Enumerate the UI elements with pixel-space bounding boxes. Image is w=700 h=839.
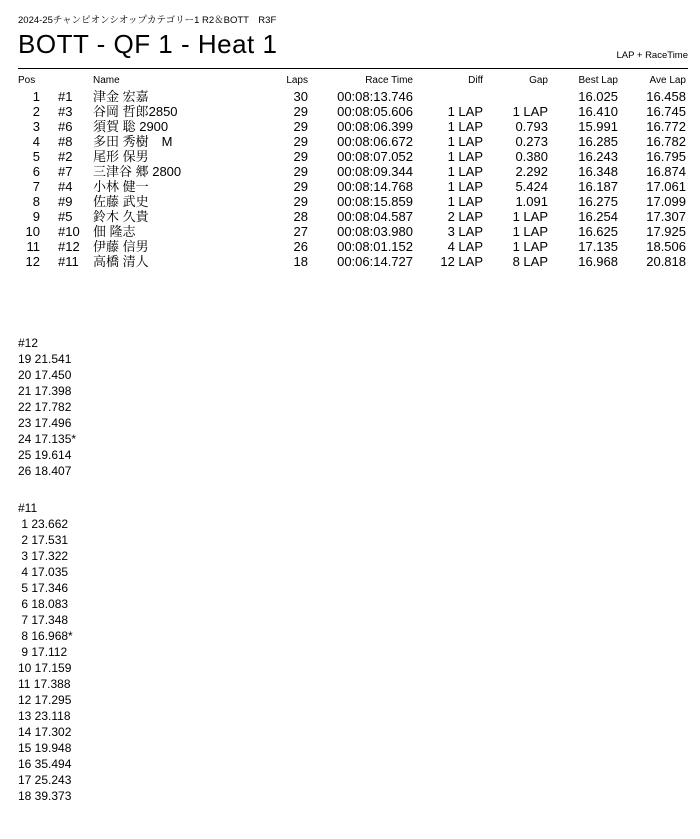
cell-name: 三津谷 郷 2800 xyxy=(93,164,182,179)
cell-laps: 27 xyxy=(293,224,308,239)
cell-diff: 1 LAP xyxy=(447,104,483,119)
cell-ave: 16.874 xyxy=(646,164,686,179)
cell-laps: 29 xyxy=(293,104,308,119)
cell-no: #10 xyxy=(58,224,80,239)
cell-best: 16.275 xyxy=(578,194,618,209)
cell-ave: 17.925 xyxy=(646,224,686,239)
cell-pos: 8 xyxy=(32,194,40,209)
cell-name: 鈴木 久貴 xyxy=(93,209,149,224)
cell-ave: 16.772 xyxy=(646,119,686,134)
cell-gap: 5.424 xyxy=(515,179,548,194)
col-laps-header: Laps xyxy=(286,75,308,86)
cell-name: 多田 秀樹 M xyxy=(93,134,173,149)
cell-gap: 1 LAP xyxy=(512,209,548,224)
lap-time-entry: 16 35.494 xyxy=(18,757,72,771)
table-row xyxy=(0,119,700,134)
cell-ave: 16.458 xyxy=(646,89,686,104)
cell-gap: 1 LAP xyxy=(512,224,548,239)
cell-no: #5 xyxy=(58,209,73,224)
lap-time-entry: 12 17.295 xyxy=(18,693,72,707)
cell-race-time: 00:06:14.727 xyxy=(337,254,413,269)
cell-diff: 1 LAP xyxy=(447,119,483,134)
lap-time-entry: 4 17.035 xyxy=(18,565,69,579)
table-row xyxy=(0,179,700,194)
cell-laps: 18 xyxy=(293,254,308,269)
cell-name: 津金 宏嘉 xyxy=(93,89,149,104)
table-row xyxy=(0,209,700,224)
cell-race-time: 00:08:06.672 xyxy=(337,134,413,149)
cell-best: 17.135 xyxy=(578,239,618,254)
cell-pos: 4 xyxy=(32,134,40,149)
results-header-row xyxy=(0,75,700,87)
col-gap-header: Gap xyxy=(529,75,548,86)
cell-race-time: 00:08:03.980 xyxy=(337,224,413,239)
cell-laps: 29 xyxy=(293,194,308,209)
cell-diff: 1 LAP xyxy=(447,194,483,209)
lap-block-title: #12 xyxy=(18,336,39,350)
table-row xyxy=(0,104,700,119)
cell-name: 須賀 聡 2900 xyxy=(93,119,169,134)
cell-no: #11 xyxy=(58,254,79,269)
cell-ave: 20.818 xyxy=(646,254,686,269)
lap-time-entry: 9 17.112 xyxy=(18,645,68,659)
lap-time-entry: 20 17.450 xyxy=(18,368,72,382)
cell-laps: 29 xyxy=(293,119,308,134)
cell-gap: 2.292 xyxy=(515,164,548,179)
col-best-lap-header: Best Lap xyxy=(578,75,618,86)
cell-pos: 7 xyxy=(32,179,40,194)
cell-name: 尾形 保男 xyxy=(93,149,149,164)
col-ave-lap-header: Ave Lap xyxy=(649,75,686,86)
lap-time-entry: 15 19.948 xyxy=(18,741,72,755)
cell-diff: 1 LAP xyxy=(447,179,483,194)
cell-laps: 29 xyxy=(293,179,308,194)
cell-pos: 3 xyxy=(32,119,40,134)
cell-diff: 12 LAP xyxy=(440,254,483,269)
cell-race-time: 00:08:14.768 xyxy=(337,179,413,194)
table-row xyxy=(0,89,700,104)
cell-best: 16.348 xyxy=(578,164,618,179)
lap-block-car-12 xyxy=(18,335,76,479)
cell-name: 谷岡 哲郎2850 xyxy=(93,104,178,119)
cell-no: #8 xyxy=(58,134,73,149)
table-row xyxy=(0,239,700,254)
lap-time-entry: 22 17.782 xyxy=(18,400,72,414)
cell-pos: 6 xyxy=(32,164,40,179)
cell-best: 16.625 xyxy=(578,224,618,239)
cell-race-time: 00:08:04.587 xyxy=(337,209,413,224)
lap-time-entry: 3 17.322 xyxy=(18,549,69,563)
lap-time-entry: 23 17.496 xyxy=(18,416,72,430)
cell-best: 16.254 xyxy=(578,209,618,224)
cell-laps: 29 xyxy=(293,134,308,149)
cell-no: #1 xyxy=(58,89,73,104)
lap-time-entry: 13 23.118 xyxy=(18,709,71,723)
lap-time-entry: 19 21.541 xyxy=(18,352,72,366)
cell-diff: 3 LAP xyxy=(447,224,483,239)
cell-diff: 1 LAP xyxy=(447,134,483,149)
cell-gap: 1 LAP xyxy=(512,239,548,254)
cell-pos: 5 xyxy=(32,149,40,164)
cell-no: #4 xyxy=(58,179,73,194)
cell-pos: 1 xyxy=(32,89,40,104)
cell-ave: 16.745 xyxy=(646,104,686,119)
table-row xyxy=(0,149,700,164)
timing-mode-label: LAP + RaceTime xyxy=(616,50,688,61)
cell-pos: 12 xyxy=(25,254,40,269)
cell-no: #6 xyxy=(58,119,73,134)
lap-block-car-11 xyxy=(18,500,73,804)
cell-no: #3 xyxy=(58,104,73,119)
page-title: BOTT - QF 1 - Heat 1 xyxy=(18,29,278,59)
cell-laps: 29 xyxy=(293,149,308,164)
cell-gap: 0.793 xyxy=(515,119,548,134)
cell-name: 小林 健一 xyxy=(93,179,149,194)
cell-best: 16.285 xyxy=(578,134,618,149)
cell-laps: 28 xyxy=(293,209,308,224)
cell-diff: 1 LAP xyxy=(447,149,483,164)
cell-pos: 10 xyxy=(25,224,40,239)
cell-diff: 1 LAP xyxy=(447,164,483,179)
header-divider xyxy=(18,68,688,69)
lap-time-entry: 1 23.662 xyxy=(18,517,69,531)
cell-pos: 11 xyxy=(26,239,40,254)
col-pos-header: Pos xyxy=(18,75,36,86)
cell-name: 佃 隆志 xyxy=(93,224,136,239)
cell-race-time: 00:08:07.052 xyxy=(337,149,413,164)
cell-name: 佐藤 武史 xyxy=(93,194,149,209)
cell-laps: 29 xyxy=(293,164,308,179)
lap-time-entry: 11 17.388 xyxy=(18,677,71,691)
cell-gap: 0.273 xyxy=(515,134,548,149)
lap-time-entry: 6 18.083 xyxy=(18,597,69,611)
cell-diff: 4 LAP xyxy=(447,239,483,254)
table-row xyxy=(0,164,700,179)
col-race-time-header: Race Time xyxy=(365,75,413,86)
cell-race-time: 00:08:06.399 xyxy=(337,119,413,134)
lap-time-entry: 24 17.135* xyxy=(18,432,77,446)
cell-best: 16.187 xyxy=(578,179,618,194)
lap-time-entry: 8 16.968* xyxy=(18,629,73,643)
cell-no: #7 xyxy=(58,164,73,179)
cell-race-time: 00:08:15.859 xyxy=(337,194,413,209)
results-table xyxy=(0,89,700,269)
event-subtitle: 2024-25チャンピオンシオップカテゴリー1 R2＆BOTT R3F xyxy=(18,15,277,26)
table-row xyxy=(0,134,700,149)
lap-time-entry: 10 17.159 xyxy=(18,661,72,675)
lap-time-entry: 18 39.373 xyxy=(18,789,72,803)
cell-no: #9 xyxy=(58,194,73,209)
cell-ave: 16.795 xyxy=(646,149,686,164)
lap-time-entry: 25 19.614 xyxy=(18,448,72,462)
lap-time-entry: 2 17.531 xyxy=(18,533,69,547)
cell-no: #12 xyxy=(58,239,80,254)
cell-gap: 0.380 xyxy=(515,149,548,164)
cell-diff: 2 LAP xyxy=(447,209,483,224)
lap-time-entry: 26 18.407 xyxy=(18,464,72,478)
cell-gap: 1 LAP xyxy=(512,104,548,119)
lap-time-entry: 17 25.243 xyxy=(18,773,72,787)
lap-block-title: #11 xyxy=(18,501,38,515)
cell-no: #2 xyxy=(58,149,73,164)
lap-time-entry: 21 17.398 xyxy=(18,384,72,398)
cell-name: 高橋 清人 xyxy=(93,254,149,269)
cell-ave: 17.099 xyxy=(646,194,686,209)
cell-ave: 17.061 xyxy=(646,179,686,194)
cell-best: 15.991 xyxy=(578,119,618,134)
lap-time-entry: 14 17.302 xyxy=(18,725,72,739)
cell-gap: 1.091 xyxy=(515,194,548,209)
lap-time-entry: 5 17.346 xyxy=(18,581,69,595)
cell-pos: 9 xyxy=(32,209,40,224)
col-diff-header: Diff xyxy=(468,75,483,86)
cell-race-time: 00:08:09.344 xyxy=(337,164,413,179)
table-row xyxy=(0,224,700,239)
cell-best: 16.410 xyxy=(578,104,618,119)
cell-pos: 2 xyxy=(32,104,40,119)
cell-ave: 16.782 xyxy=(646,134,686,149)
cell-ave: 18.506 xyxy=(646,239,686,254)
cell-name: 伊藤 信男 xyxy=(93,239,149,254)
cell-best: 16.025 xyxy=(578,89,618,104)
cell-race-time: 00:08:01.152 xyxy=(337,239,413,254)
cell-best: 16.243 xyxy=(578,149,618,164)
cell-best: 16.968 xyxy=(578,254,618,269)
col-name-header: Name xyxy=(93,75,120,86)
lap-time-entry: 7 17.348 xyxy=(18,613,69,627)
cell-gap: 8 LAP xyxy=(512,254,548,269)
table-row xyxy=(0,254,700,269)
cell-laps: 26 xyxy=(293,239,308,254)
cell-ave: 17.307 xyxy=(646,209,686,224)
cell-race-time: 00:08:13.746 xyxy=(337,89,413,104)
table-row xyxy=(0,194,700,209)
cell-race-time: 00:08:05.606 xyxy=(337,104,413,119)
cell-laps: 30 xyxy=(293,89,308,104)
